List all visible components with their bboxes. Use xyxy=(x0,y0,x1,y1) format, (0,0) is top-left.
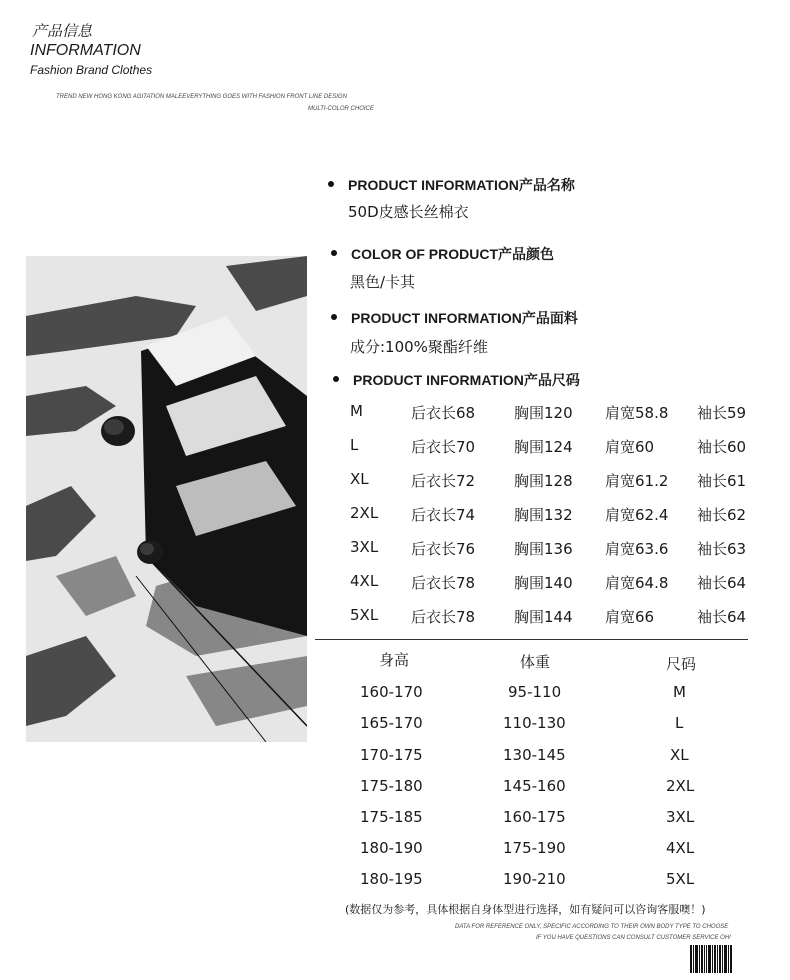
height-cell: 175-185 xyxy=(360,808,423,826)
section-value-name: 50D皮感长丝棉衣 xyxy=(348,203,469,221)
shoulder-cell: 肩宽61.2 xyxy=(605,472,669,490)
chest-cell: 胸围120 xyxy=(514,404,573,422)
length-cell: 后衣长68 xyxy=(411,404,476,422)
shoulder-cell: 肩宽66 xyxy=(605,608,655,626)
height-cell: 175-180 xyxy=(360,777,423,795)
length-cell: 后衣长78 xyxy=(411,574,476,592)
sleeve-cell: 袖长61 xyxy=(697,472,747,490)
weight-cell: 190-210 xyxy=(503,870,566,888)
section-bullet xyxy=(331,250,337,256)
shoulder-cell: 肩宽63.6 xyxy=(605,540,669,558)
section-bullet xyxy=(331,314,337,320)
header-height: 身高 xyxy=(379,651,410,669)
size-cell: XL xyxy=(670,746,689,764)
header-weight: 体重 xyxy=(520,653,551,671)
header-title-cn: 产品信息 xyxy=(32,22,93,40)
size-cell: XL xyxy=(350,470,369,488)
height-cell: 180-190 xyxy=(360,839,423,857)
weight-cell: 130-145 xyxy=(503,746,566,764)
header-tagline-2: MULTI-COLOR CHOICE xyxy=(308,106,374,112)
shoulder-cell: 肩宽62.4 xyxy=(605,506,669,524)
height-cell: 160-170 xyxy=(360,683,423,701)
header-subtitle: Fashion Brand Clothes xyxy=(30,63,153,77)
sleeve-cell: 袖长64 xyxy=(697,574,747,592)
size-cell: 5XL xyxy=(350,606,379,624)
size-cell: 2XL xyxy=(350,504,379,522)
height-cell: 180-195 xyxy=(360,870,423,888)
sleeve-cell: 袖长62 xyxy=(697,506,747,524)
size-cell: M xyxy=(673,683,686,701)
size-cell: 3XL xyxy=(350,538,379,556)
section-value-fabric: 成分:100%聚酯纤维 xyxy=(350,338,488,356)
header-tagline-1: TREND NEW HONG KONG AGITATION MALEEVERYTHING GOES WITH FASHION FRONT LINE DESIGN xyxy=(56,94,347,100)
chest-cell: 胸围140 xyxy=(514,574,573,592)
height-cell: 170-175 xyxy=(360,746,423,764)
section-title-color: COLOR OF PRODUCT产品颜色 xyxy=(351,246,554,262)
chest-cell: 胸围144 xyxy=(514,608,573,626)
shoulder-cell: 肩宽64.8 xyxy=(605,574,669,592)
sleeve-cell: 袖长64 xyxy=(697,608,747,626)
weight-cell: 175-190 xyxy=(503,839,566,857)
shoulder-cell: 肩宽60 xyxy=(605,438,655,456)
weight-cell: 110-130 xyxy=(503,714,566,732)
weight-cell: 160-175 xyxy=(503,808,566,826)
section-title-name: PRODUCT INFORMATION产品名称 xyxy=(348,177,575,193)
header-title-en: INFORMATION xyxy=(30,42,141,59)
chest-cell: 胸围132 xyxy=(514,506,573,524)
size-cell: 4XL xyxy=(666,839,695,857)
chest-cell: 胸围128 xyxy=(514,472,573,490)
product-photo xyxy=(26,256,307,742)
section-bullet xyxy=(328,181,334,187)
sleeve-cell: 袖长63 xyxy=(697,540,747,558)
reference-note: (数据仅为参考，具体根据自身体型进行选择，如有疑问可以咨询客服噢！) xyxy=(345,903,706,916)
size-cell: L xyxy=(675,714,684,732)
size-cell: M xyxy=(350,402,363,420)
sleeve-cell: 袖长59 xyxy=(697,404,747,422)
weight-cell: 95-110 xyxy=(508,683,562,701)
chest-cell: 胸围124 xyxy=(514,438,573,456)
size-cell: 5XL xyxy=(666,870,695,888)
shoulder-cell: 肩宽58.8 xyxy=(605,404,669,422)
weight-cell: 145-160 xyxy=(503,777,566,795)
section-title-size: PRODUCT INFORMATION产品尺码 xyxy=(353,372,580,388)
section-value-color: 黑色/卡其 xyxy=(350,273,416,291)
length-cell: 后衣长78 xyxy=(411,608,476,626)
footer-small-1: DATA FOR REFERENCE ONLY, SPECIFIC ACCORDING TO THEIR OWN BODY TYPE TO CHOOSE xyxy=(455,924,729,930)
length-cell: 后衣长72 xyxy=(411,472,476,490)
sleeve-cell: 袖长60 xyxy=(697,438,747,456)
chest-cell: 胸围136 xyxy=(514,540,573,558)
size-cell: 3XL xyxy=(666,808,695,826)
size-cell: L xyxy=(350,436,359,454)
barcode-icon xyxy=(690,945,736,973)
section-bullet xyxy=(333,376,339,382)
height-cell: 165-170 xyxy=(360,714,423,732)
table-divider xyxy=(315,639,748,640)
length-cell: 后衣长70 xyxy=(411,438,476,456)
header-size: 尺码 xyxy=(666,655,697,673)
length-cell: 后衣长74 xyxy=(411,506,476,524)
length-cell: 后衣长76 xyxy=(411,540,476,558)
section-title-fabric: PRODUCT INFORMATION产品面料 xyxy=(351,310,578,326)
size-cell: 4XL xyxy=(350,572,379,590)
size-cell: 2XL xyxy=(666,777,695,795)
footer-small-2: IF YOU HAVE QUESTIONS CAN CONSULT CUSTOMER SERVICE OH! xyxy=(536,935,731,941)
